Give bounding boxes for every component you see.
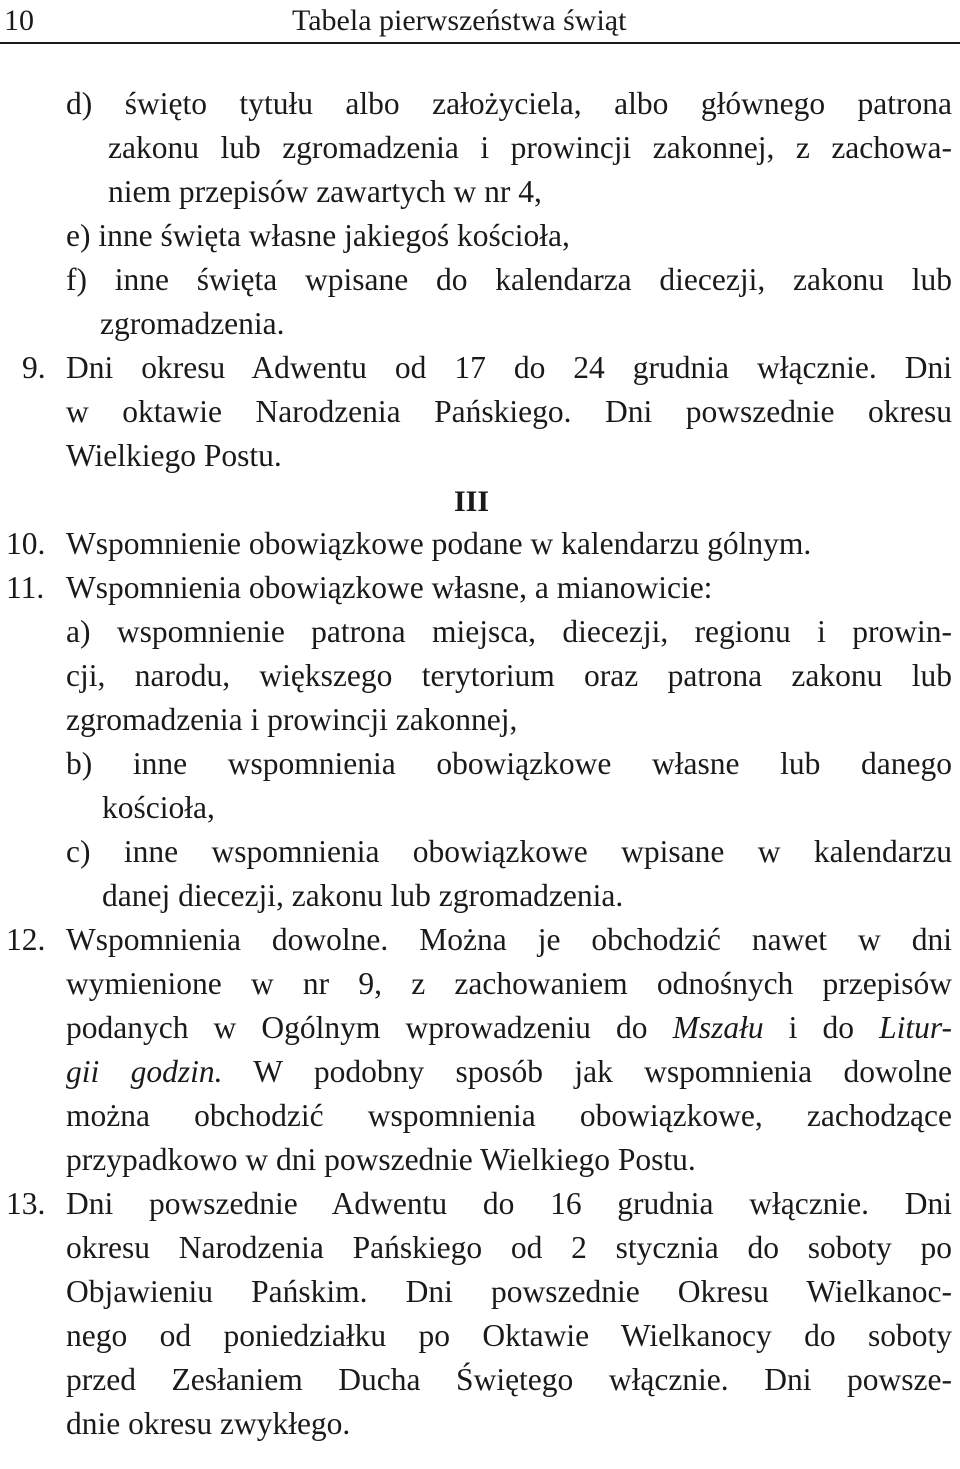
item-number: 13. <box>6 1186 46 1221</box>
text-run: podanych w Ogólnym wprowadzeniu do <box>66 1010 673 1045</box>
text-run: W podobny sposób jak wspomnienia dowolne <box>222 1054 952 1089</box>
item-number: 9. <box>22 350 46 385</box>
running-title: Tabela pierwszeństwa świąt <box>292 4 627 37</box>
italic-title: Litur- <box>879 1010 952 1045</box>
italic-title: Mszału <box>672 1010 764 1045</box>
text-line: Objawieniu Pańskim. Dni powszednie Okresu Wielkanoc- <box>66 1274 952 1309</box>
text-line: dnie okresu zwykłego. <box>66 1406 351 1441</box>
header-rule <box>0 42 960 44</box>
text-line: wymienione w nr 9, z zachowaniem odnośnych przepisów <box>66 966 952 1001</box>
text-line <box>66 1006 952 1050</box>
section-heading: III <box>454 485 490 518</box>
text-line: f) inne święta wpisane do kalendarza diecezji, zakonu lub <box>66 262 952 297</box>
text-line: Wspomnienia obowiązkowe własne, a mianowicie: <box>66 570 713 605</box>
text-line: e) inne święta własne jakiegoś kościoła, <box>66 218 570 253</box>
text-line: niem przepisów zawartych w nr 4, <box>108 174 542 209</box>
text-line: zakonu lub zgromadzenia i prowincji zakonnej, z zachowa- <box>108 130 952 165</box>
item-number: 10. <box>6 526 46 561</box>
text-line: przypadkowo w dni powszednie Wielkiego Postu. <box>66 1142 696 1177</box>
text-line <box>66 1050 952 1094</box>
text-line: danej diecezji, zakonu lub zgromadzenia. <box>102 878 624 913</box>
page-number: 10 <box>4 4 34 37</box>
text-line: można obchodzić wspomnienia obowiązkowe, zachodzące <box>66 1098 952 1133</box>
text-line: Wspomnienia dowolne. Można je obchodzić nawet w dni <box>66 922 952 957</box>
italic-title: gii godzin. <box>66 1054 223 1089</box>
page-header <box>0 0 960 45</box>
text-line: kościoła, <box>102 790 215 825</box>
text-line: d) święto tytułu albo założyciela, albo głównego patrona <box>66 86 952 121</box>
text-run: i do <box>763 1010 880 1045</box>
text-line: okresu Narodzenia Pańskiego od 2 stycznia do soboty po <box>66 1230 952 1265</box>
item-number: 11. <box>6 570 45 605</box>
text-line: Wspomnienie obowiązkowe podane w kalendarzu gólnym. <box>66 526 812 561</box>
text-line: cji, narodu, większego terytorium oraz patrona zakonu lub <box>66 658 952 693</box>
text-line: nego od poniedziałku po Oktawie Wielkanocy do soboty <box>66 1318 952 1353</box>
text-line: w oktawie Narodzenia Pańskiego. Dni powszednie okresu <box>66 394 952 429</box>
text-line: Wielkiego Postu. <box>66 438 282 473</box>
text-line: zgromadzenia i prowincji zakonnej, <box>66 702 518 737</box>
item-number: 12. <box>6 922 46 957</box>
text-line: przed Zesłaniem Ducha Świętego włącznie. Dni powsze- <box>66 1362 952 1397</box>
text-line: zgromadzenia. <box>100 306 285 341</box>
text-line: a) wspomnienie patrona miejsca, diecezji, regionu i prowin- <box>66 614 952 649</box>
text-line: c) inne wspomnienia obowiązkowe wpisane w kalendarzu <box>66 834 952 869</box>
text-line: b) inne wspomnienia obowiązkowe własne lub danego <box>66 746 952 781</box>
text-line: Dni powszednie Adwentu do 16 grudnia włącznie. Dni <box>66 1186 952 1221</box>
text-line: Dni okresu Adwentu od 17 do 24 grudnia włącznie. Dni <box>66 350 952 385</box>
